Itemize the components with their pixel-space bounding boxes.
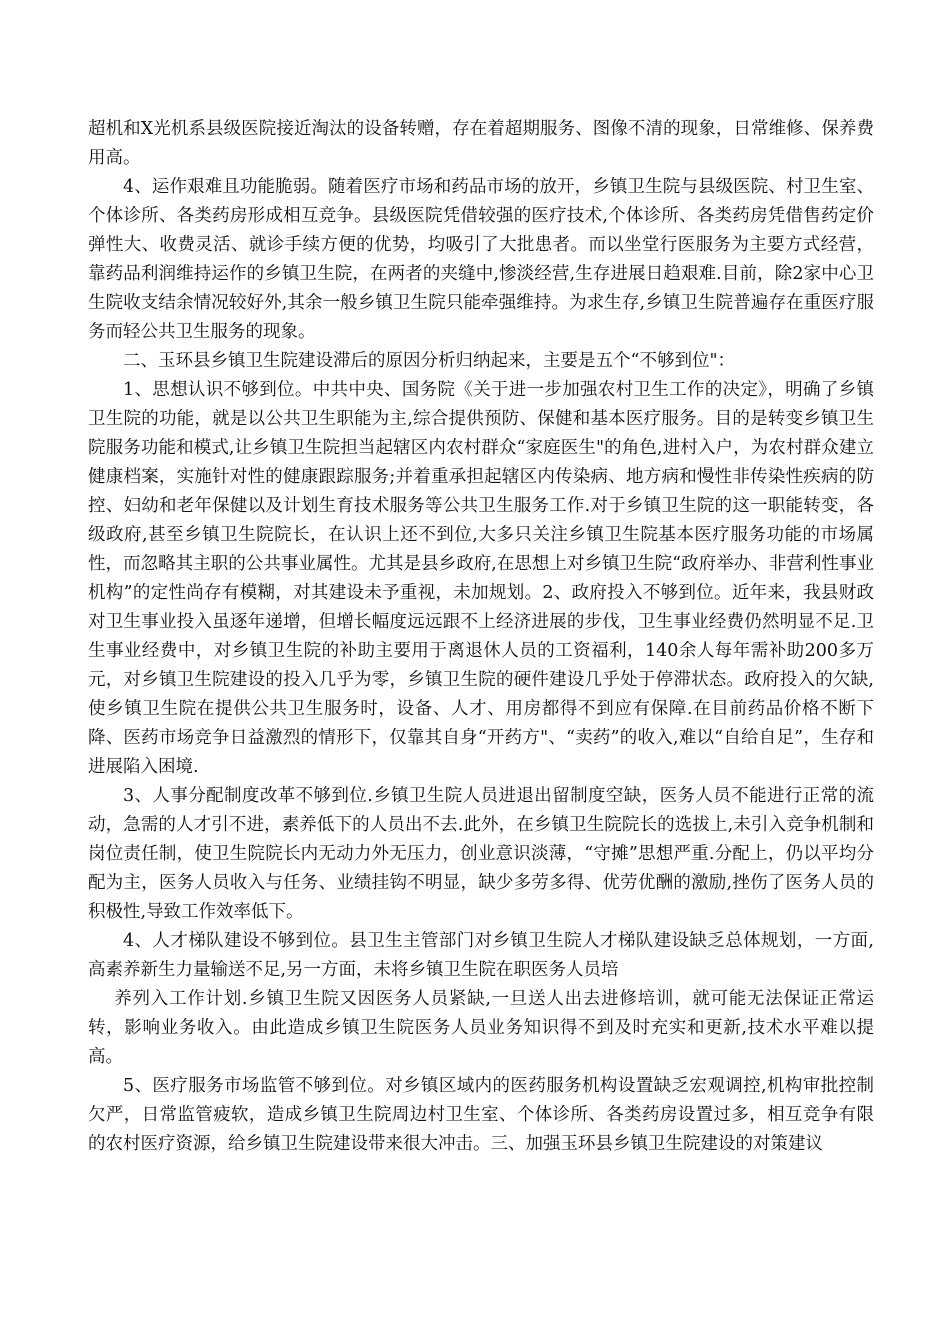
document-page xyxy=(88,115,874,1159)
paragraph-operation-difficulty: 4、运作艰难且功能脆弱。随着医疗市场和药品市场的放开，乡镇卫生院与县级医院、村卫生室、个体诊所、各类药房形成相互竞争。县级医院凭借较强的医疗技术,个体诊所、各类药房凭借售药定价弹性大、收费灵活、就诊手续方便的优势，均吸引了大批患者。而以坐堂行医服务为主要方式经营，靠药品利润维持运作的乡镇卫生院，在两者的夹缝中,惨淡经营,生存进展日趋艰难.目前，除2家中心卫生院收支结余情况较好外,其余一般乡镇卫生院只能牵强维持。为求生存,乡镇卫生院普遍存在重医疗服务而轻公共卫生服务的现象。 xyxy=(88,177,874,342)
paragraph-talent-echelon: 4、人才梯队建设不够到位。县卫生主管部门对乡镇卫生院人才梯队建设缺乏总体规划，一方面,高素养新生力量输送不足,另一方面，未将乡镇卫生院在职医务人员培 xyxy=(88,931,874,980)
paragraph-section-two-heading: 二、玉环县乡镇卫生院建设滞后的原因分析归纳起来，主要是五个“不够到位"： xyxy=(123,351,735,371)
paragraph-personnel-reform: 3、人事分配制度改革不够到位.乡镇卫生院人员进退出留制度空缺，医务人员不能进行正常的流动，急需的人才引不进，素养低下的人员出不去.此外，在乡镇卫生院院长的选拔上,未引入竞争机制和岗位责任制，使卫生院院长内无动力外无压力，创业意识淡薄，“守摊”思想严重.分配上，仍以平均分配为主，医务人员收入与任务、业绩挂钩不明显，缺少多劳多得、优劳优酬的激励,挫伤了医务人员的积极性,导致工作效率低下。 xyxy=(88,786,874,922)
paragraph-market-supervision: 5、医疗服务市场监管不够到位。对乡镇区域内的医药服务机构设置缺乏宏观调控,机构审批控制欠严，日常监管疲软，造成乡镇卫生院周边村卫生室、个体诊所、各类药房设置过多，相互竞争有限的农村医疗资源，给乡镇卫生院建设带来很大冲击。三、加强玉环县乡镇卫生院建设的对策建议 xyxy=(88,1076,874,1154)
paragraph-ideological-awareness: 1、思想认识不够到位。中共中央、国务院《关于进一步加强农村卫生工作的决定》，明确了乡镇卫生院的功能，就是以公共卫生职能为主,综合提供预防、保健和基本医疗服务。目的是转变乡镇卫生院服务功能和模式,让乡镇卫生院担当起辖区内农村群众“家庭医生"的角色,进村入户，为农村群众建立健康档案，实施针对性的健康跟踪服务;并着重承担起辖区内传染病、地方病和慢性非传染性疾病的防控、妇幼和老年保健以及计划生育技术服务等公共卫生服务工作.对于乡镇卫生院的这一职能转变，各级政府,甚至乡镇卫生院院长，在认识上还不到位,大多只关注乡镇卫生院基本医疗服务功能的市场属性，而忽略其主职的公共事业属性。尤其是县乡政府,在思想上对乡镇卫生院“政府举办、非营利性事业机构”的定性尚存有模糊，对其建设未予重视，未加规划。2、政府投入不够到位。近年来，我县财政对卫生事业投入虽逐年递增，但增长幅度远远跟不上经济进展的步伐，卫生事业经费仍然明显不足.卫生事业经费中，对乡镇卫生院的补助主要用于离退休人员的工资福利，140余人每年需补助200多万元，对乡镇卫生院建设的投入几乎为零，乡镇卫生院的硬件建设几乎处于停滞状态。政府投入的欠缺,使乡镇卫生院在提供公共卫生服务时，设备、人才、用房都得不到应有保障.在目前药品价格不断下降、医药市场竞争日益激烈的情形下，仅靠其自身“开药方"、“卖药”的收入,难以“自给自足”，生存和进展陷入困境. xyxy=(88,380,874,777)
paragraph-equipment-end: 超机和X光机系县级医院接近淘汰的设备转赠，存在着超期服务、图像不清的现象，日常维修、保养费用高。 xyxy=(88,119,874,168)
paragraph-training-plan: 养列入工作计划.乡镇卫生院又因医务人员紧缺,一旦送人出去进修培训，就可能无法保证正常运转，影响业务收入。由此造成乡镇卫生院医务人员业务知识得不到及时充实和更新,技术水平难以提高。 xyxy=(88,989,874,1067)
